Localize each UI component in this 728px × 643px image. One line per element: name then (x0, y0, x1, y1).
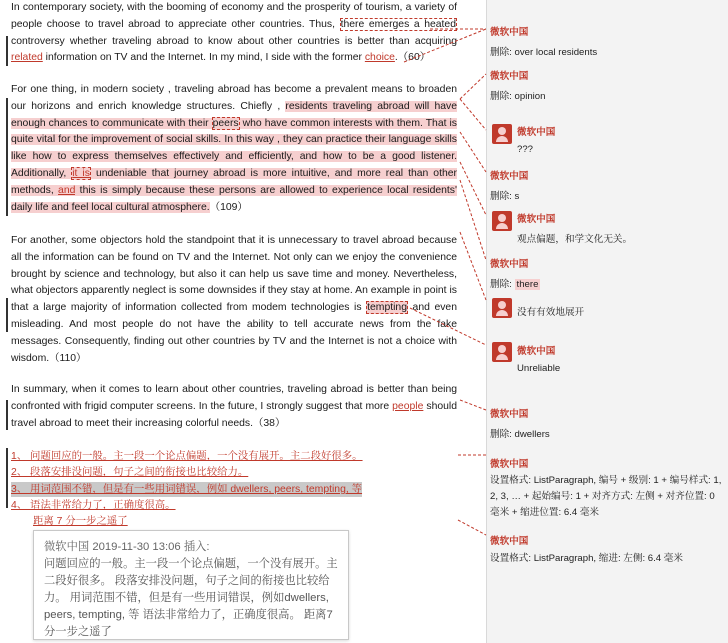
comment-text: Unreliable (517, 363, 561, 374)
tooltip-header: 微软中国 2019-11-30 13:06 插入: (44, 541, 210, 553)
comment-1[interactable] (490, 24, 597, 58)
comment-9[interactable] (490, 406, 550, 440)
feedback-item-5[interactable]: 距离 7 分一步之遥了 (33, 516, 128, 527)
user-avatar (492, 342, 512, 362)
inserted-text[interactable]: choice (364, 52, 395, 64)
comment-text: there (516, 279, 539, 290)
commented-text[interactable]: there emerges a heated (340, 18, 456, 30)
inserted-text[interactable]: it is (72, 167, 90, 179)
comment-10[interactable] (490, 456, 724, 521)
feedback-item-3[interactable]: 3、 用词范围不错，但是有一些用词错误，例如 dwellers, peers, tempting, 等 (11, 484, 363, 495)
tooltip-body: 问题回应的一般。主一段一个论点偏题，一个没有展开。主二段好很多。 段落安排没问题，句子之间的衔接也比较给力。 用词范围不错，但是有一些用词错误，例如dwellers, peers, tempting, 等 语法非常给力了，正确度很高。 距离7分一步之遥了 (44, 558, 338, 638)
comment-prefix: 删除: (490, 91, 512, 102)
comment-prefix: 删除: (490, 47, 512, 58)
comment-text: 没有有效地展开 (517, 307, 585, 318)
comment-11[interactable] (490, 533, 724, 564)
text-run: should travel abroad to meet their increasing colorful needs.（38） (11, 400, 457, 429)
text-run: For one thing, in modern society , traveling abroad has become a prevalent means to broaden our horizons and enrich knowledge structures. Chiefly , (11, 84, 457, 112)
user-avatar (492, 298, 512, 318)
comment-text: 设置格式: ListParagraph, 缩进: 左侧: 6.4 毫米 (490, 553, 683, 564)
feedback-item-2[interactable]: 2、 段落安排没问题，句子之间的衔接也比较给力。 (11, 467, 249, 478)
user-avatar (492, 211, 512, 231)
comment-2[interactable] (490, 68, 545, 102)
text-run: In summary, when it comes to learn about other countries, traveling abroad is better than being confronted with frigid computer screens. In the future, I strongly suggest that more (11, 384, 457, 412)
comment-text: 设置格式: ListParagraph, 编号 + 级别: 1 + 编号样式: 1, 2, 3, … + 起始编号: 1 + 对齐方式: 左侧 + 对齐位置: 0 毫米 + 缩进位置: 6.4 毫米 (490, 475, 722, 518)
text-run: information on TV and the Internet. In my mind, I side with the former (42, 52, 365, 64)
word-count: （109） (209, 201, 248, 213)
comment-text: over local residents (514, 47, 598, 58)
inserted-text[interactable]: people (392, 400, 424, 412)
commented-text[interactable]: who have common interests with them. That is quite vital for the improvement of social skills. In this way , they can practice their language skills like how to express themselves effectively and efficiently, and how to be a good listener. Additionally, (11, 117, 457, 179)
comment-7[interactable] (517, 300, 584, 318)
comment-6[interactable] (490, 256, 540, 290)
comment-prefix: 删除: (490, 279, 512, 290)
comment-text: ??? (517, 144, 534, 155)
feedback-item-1[interactable]: 1、 问题回应的一般。主一段一个论点偏题，一个没有展开。主二段好很多。 (11, 451, 363, 462)
comment-author: 微软中国 (517, 214, 556, 225)
comment-prefix: 删除: (490, 191, 512, 202)
comment-author: 微软中国 (490, 409, 529, 420)
comment-author: 微软中国 (490, 259, 529, 270)
comment-author: 微软中国 (517, 346, 556, 357)
comment-text: 观点偏题，和学文化无关。 (517, 234, 633, 245)
comment-text: dwellers (514, 429, 550, 440)
text-run: In contemporary society, with the booming of economy and the prosperity of tourism, a variety of people choose to travel abroad to appreciate other countries. Thus, (11, 2, 457, 30)
commented-text[interactable]: peers (212, 117, 239, 129)
comment-text: s (514, 191, 520, 202)
commented-text[interactable]: undeniable that journey abroad is more intuitive, and more real than other methods, (11, 167, 457, 196)
comment-author: 微软中国 (517, 127, 556, 138)
text-run: For another, some objectors hold the standpoint that it is unnecessary to travel abroad because all the information can be found on TV and the Internet. Not only can we enjoy the convenience brought by science and technology, but also it can help us save time and money. Nevertheless, what objectors apparently neglect is some downsides if they stay at home. An example in point is that a large majority of information collected from modem technologies is (11, 235, 457, 314)
text-run: and even misleading. And most people do not have the ability to tell accurate news from the fake messages. Consequently, finding out other countries by TV and the Internet is not a choice with wisdom.（110） (11, 302, 457, 364)
comment-author: 微软中国 (490, 27, 529, 38)
comment-text: opinion (514, 91, 546, 102)
comment-3[interactable] (517, 124, 555, 155)
feedback-item-4[interactable]: 4、 语法非常给力了，正确度很高。 (11, 500, 176, 511)
comment-4[interactable] (490, 168, 528, 202)
comment-8[interactable] (517, 343, 560, 374)
comment-author: 微软中国 (490, 459, 529, 470)
commented-text[interactable]: this is simply because these persons are allowed to experience local residents' daily life and feel local cultural atmosphere. (11, 184, 457, 213)
inserted-text[interactable]: related (11, 52, 43, 64)
comment-prefix: 删除: (490, 429, 512, 440)
text-run: controversy whether traveling abroad to know about other countries is better than acquiring (11, 35, 457, 47)
comment-author: 微软中国 (490, 536, 529, 547)
user-avatar (492, 124, 512, 144)
word-count: .（60） (394, 52, 431, 64)
commented-text[interactable]: residents traveling abroad will have enough chances to communicate with their (11, 100, 457, 129)
comment-author: 微软中国 (490, 171, 529, 182)
comment-author: 微软中国 (490, 71, 529, 82)
comment-5[interactable] (517, 211, 632, 245)
commented-text[interactable]: tempting (367, 302, 407, 314)
inserted-text[interactable]: and (58, 184, 76, 196)
